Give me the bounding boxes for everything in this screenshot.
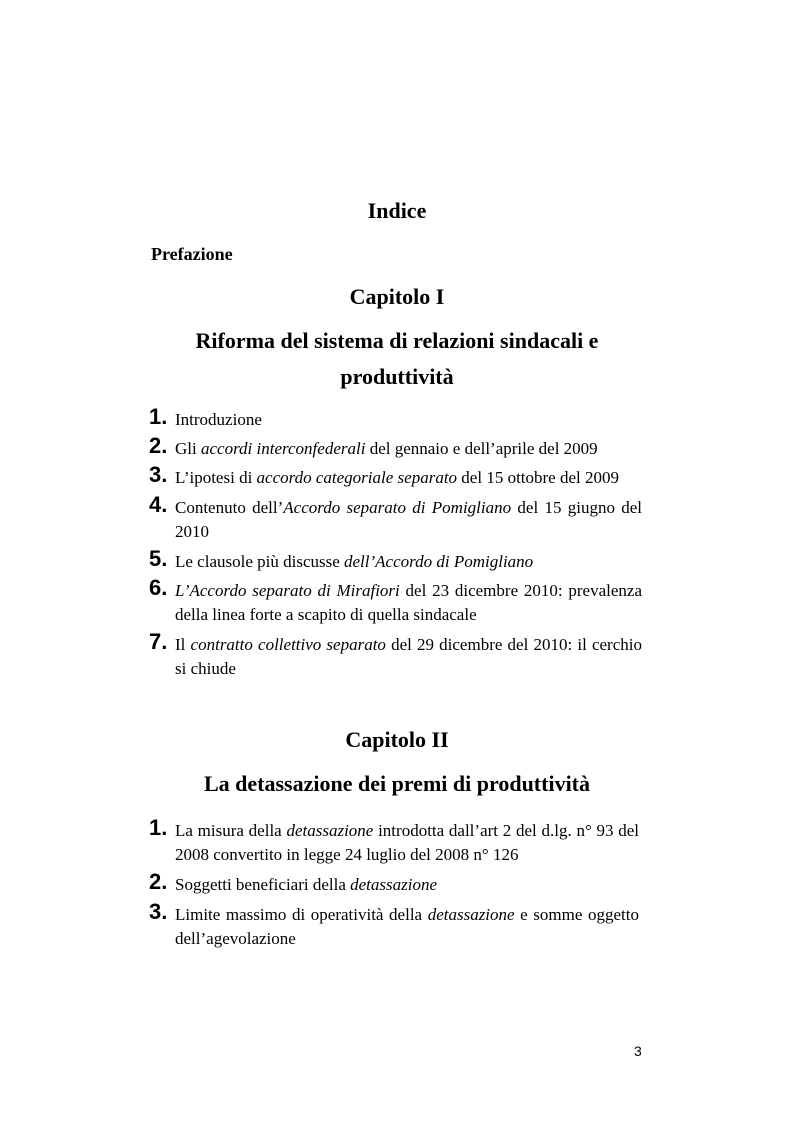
section-text-italic: L’Accordo separato di Mirafiori <box>175 581 400 600</box>
section-text: Limite massimo di operatività della <box>175 905 428 924</box>
section-number: 6. <box>149 575 168 600</box>
section-text: L’ipotesi di <box>175 468 257 487</box>
chapter2-section-list <box>149 815 639 951</box>
chapter2-label: Capitolo II <box>345 727 449 752</box>
chapter1-section-4 <box>149 492 643 544</box>
section-text-italic: accordi interconfederali <box>200 439 366 458</box>
section-text: del 15 giugno del 2010 <box>175 498 643 541</box>
section-text: La misura della <box>175 821 287 840</box>
chapter1-section-2 <box>149 433 642 461</box>
chapter1-section-7 <box>149 629 642 681</box>
index-title: Indice <box>367 198 427 223</box>
section-text: del 23 dicembre 2010: prevalenza della linea forte a scapito di quella sindacale <box>175 581 642 624</box>
section-number: 5. <box>149 546 168 571</box>
chapter1-title-line1: Riforma del sistema di relazioni sindacali e <box>195 328 599 353</box>
chapter1-section-3 <box>149 462 642 490</box>
chapter2-section-1 <box>149 815 639 867</box>
section-text: Gli <box>175 439 201 458</box>
section-text-italic: dell’Accordo di Pomigliano <box>344 552 534 571</box>
chapter2-section-2 <box>149 869 639 897</box>
preface-heading: Prefazione <box>151 244 233 264</box>
chapter1-label: Capitolo I <box>349 284 445 309</box>
chapter1-title-line2: produttività <box>340 364 454 389</box>
section-number: 2. <box>149 433 168 458</box>
chapter2-section-3 <box>149 899 639 951</box>
section-text-italic: detassazione <box>286 821 374 840</box>
section-text-italic: contratto collettivo separato <box>190 635 386 654</box>
page-number: 3 <box>634 1043 642 1059</box>
section-text-italic: detassazione <box>350 875 438 894</box>
section-text-italic: accordo categoriale separato <box>256 468 458 487</box>
chapter1-section-list <box>149 404 643 681</box>
section-text: Introduzione <box>175 410 262 429</box>
chapter1-section-5 <box>149 546 642 574</box>
section-text: del 29 dicembre del 2010: il cerchio si chiude <box>175 635 642 678</box>
section-text-italic: detassazione <box>427 905 515 924</box>
section-text: e somme oggetto dell’agevolazione <box>175 905 639 948</box>
section-text: Il <box>175 635 191 654</box>
chapter1-section-1 <box>149 404 642 432</box>
section-text-italic: Accordo separato di Pomigliano <box>283 498 512 517</box>
chapter2-title: La detassazione dei premi di produttività <box>203 771 591 796</box>
section-number: 7. <box>149 629 168 654</box>
section-text: Le clausole più discusse <box>175 552 345 571</box>
section-number: 3. <box>149 899 168 924</box>
section-text: Contenuto dell’ <box>175 498 284 517</box>
section-number: 1. <box>149 815 168 840</box>
chapter1-section-6 <box>149 575 642 627</box>
section-number: 2. <box>149 869 168 894</box>
section-text: del 15 ottobre del 2009 <box>457 468 619 487</box>
section-text: Soggetti beneficiari della <box>175 875 351 894</box>
section-number: 4. <box>149 492 168 517</box>
section-number: 1. <box>149 404 168 429</box>
section-number: 3. <box>149 462 168 487</box>
section-text: introdotta dall’art 2 del d.lg. n° 93 del 2008 convertito in legge 24 luglio del 2008 n° 126 <box>175 821 639 864</box>
section-text: del gennaio e dell’aprile del 2009 <box>365 439 598 458</box>
